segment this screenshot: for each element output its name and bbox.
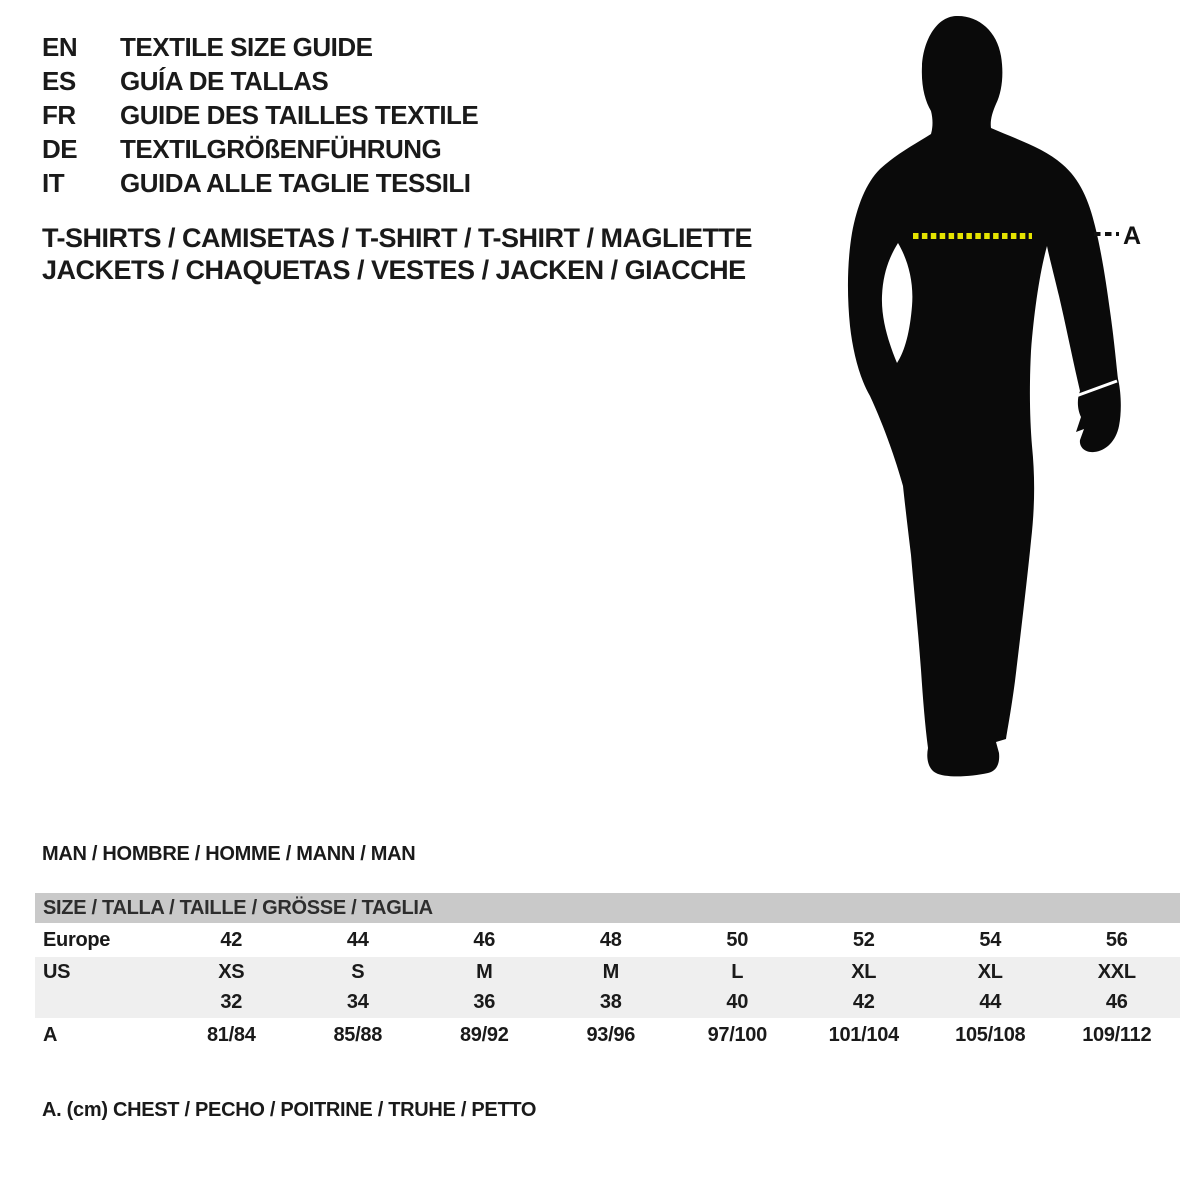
table-cell: 46 <box>1105 991 1128 1013</box>
language-code: IT <box>42 168 65 198</box>
language-title: TEXTILGRÖßENFÜHRUNG <box>120 134 442 164</box>
row-label: US <box>43 961 71 983</box>
table-cell: 50 <box>726 929 749 951</box>
table-cell: 56 <box>1105 929 1128 951</box>
language-row-de <box>42 132 478 166</box>
table-cell: 89/92 <box>459 1024 509 1046</box>
row-label: A <box>43 1024 58 1046</box>
language-row-es <box>42 64 478 98</box>
table-cell: 34 <box>346 991 369 1013</box>
language-code: ES <box>42 66 76 96</box>
table-cell: 93/96 <box>586 1024 636 1046</box>
language-title: GUIDE DES TAILLES TEXTILE <box>120 100 479 130</box>
row-label <box>35 987 168 1018</box>
language-title: TEXTILE SIZE GUIDE <box>120 32 373 62</box>
garment-categories <box>42 222 752 286</box>
category-jackets: JACKETS / CHAQUETAS / VESTES / JACKEN / GIACCHE <box>42 255 746 285</box>
language-title: GUIDA ALLE TAGLIE TESSILI <box>120 168 471 198</box>
language-code: DE <box>42 134 78 164</box>
table-cell: 38 <box>599 991 622 1013</box>
size-table <box>35 893 1180 1052</box>
table-cell: 48 <box>599 929 622 951</box>
table-cell: 46 <box>473 929 496 951</box>
table-cell: 44 <box>346 929 369 951</box>
table-cell: 52 <box>852 929 875 951</box>
measurement-footnote: A. (cm) CHEST / PECHO / POITRINE / TRUHE / PETTO <box>42 1099 537 1121</box>
table-row-europe <box>35 923 1180 957</box>
table-cell: 85/88 <box>333 1024 383 1046</box>
table-cell: 32 <box>220 991 243 1013</box>
category-tshirts: T-SHIRTS / CAMISETAS / T-SHIRT / T-SHIRT / MAGLIETTE <box>42 223 753 253</box>
table-cell: L <box>731 961 744 983</box>
table-row-chest-a <box>35 1018 1180 1052</box>
table-cell: 42 <box>220 929 243 951</box>
table-cell: 36 <box>473 991 496 1013</box>
table-cell: 54 <box>979 929 1002 951</box>
table-cell: 42 <box>852 991 875 1013</box>
table-cell: M <box>602 961 619 983</box>
section-title-man: MAN / HOMBRE / HOMME / MANN / MAN <box>42 843 416 865</box>
man-silhouette-figure <box>840 0 1160 800</box>
row-label: Europe <box>43 929 111 951</box>
table-cell: 101/104 <box>828 1024 899 1046</box>
language-row-en <box>42 30 478 64</box>
table-cell: 81/84 <box>206 1024 256 1046</box>
size-table-header: SIZE / TALLA / TAILLE / GRÖSSE / TAGLIA <box>35 893 1180 923</box>
table-cell: S <box>351 961 365 983</box>
table-cell: 97/100 <box>707 1024 767 1046</box>
language-title: GUÍA DE TALLAS <box>120 66 329 96</box>
language-code: FR <box>42 100 76 130</box>
language-row-it <box>42 166 478 200</box>
table-row-us <box>35 957 1180 987</box>
language-code: EN <box>42 32 78 62</box>
table-cell: 40 <box>726 991 749 1013</box>
language-list <box>42 30 478 200</box>
table-cell: XS <box>218 961 245 983</box>
measure-label-a: A <box>1123 222 1142 250</box>
table-cell: XXL <box>1097 961 1136 983</box>
table-cell: 105/108 <box>955 1024 1026 1046</box>
table-row-us-numeric <box>35 987 1180 1018</box>
table-cell: M <box>476 961 493 983</box>
table-cell: XL <box>851 961 877 983</box>
table-cell: 109/112 <box>1082 1024 1152 1046</box>
table-cell: 44 <box>979 991 1002 1013</box>
language-row-fr <box>42 98 478 132</box>
table-cell: XL <box>977 961 1003 983</box>
